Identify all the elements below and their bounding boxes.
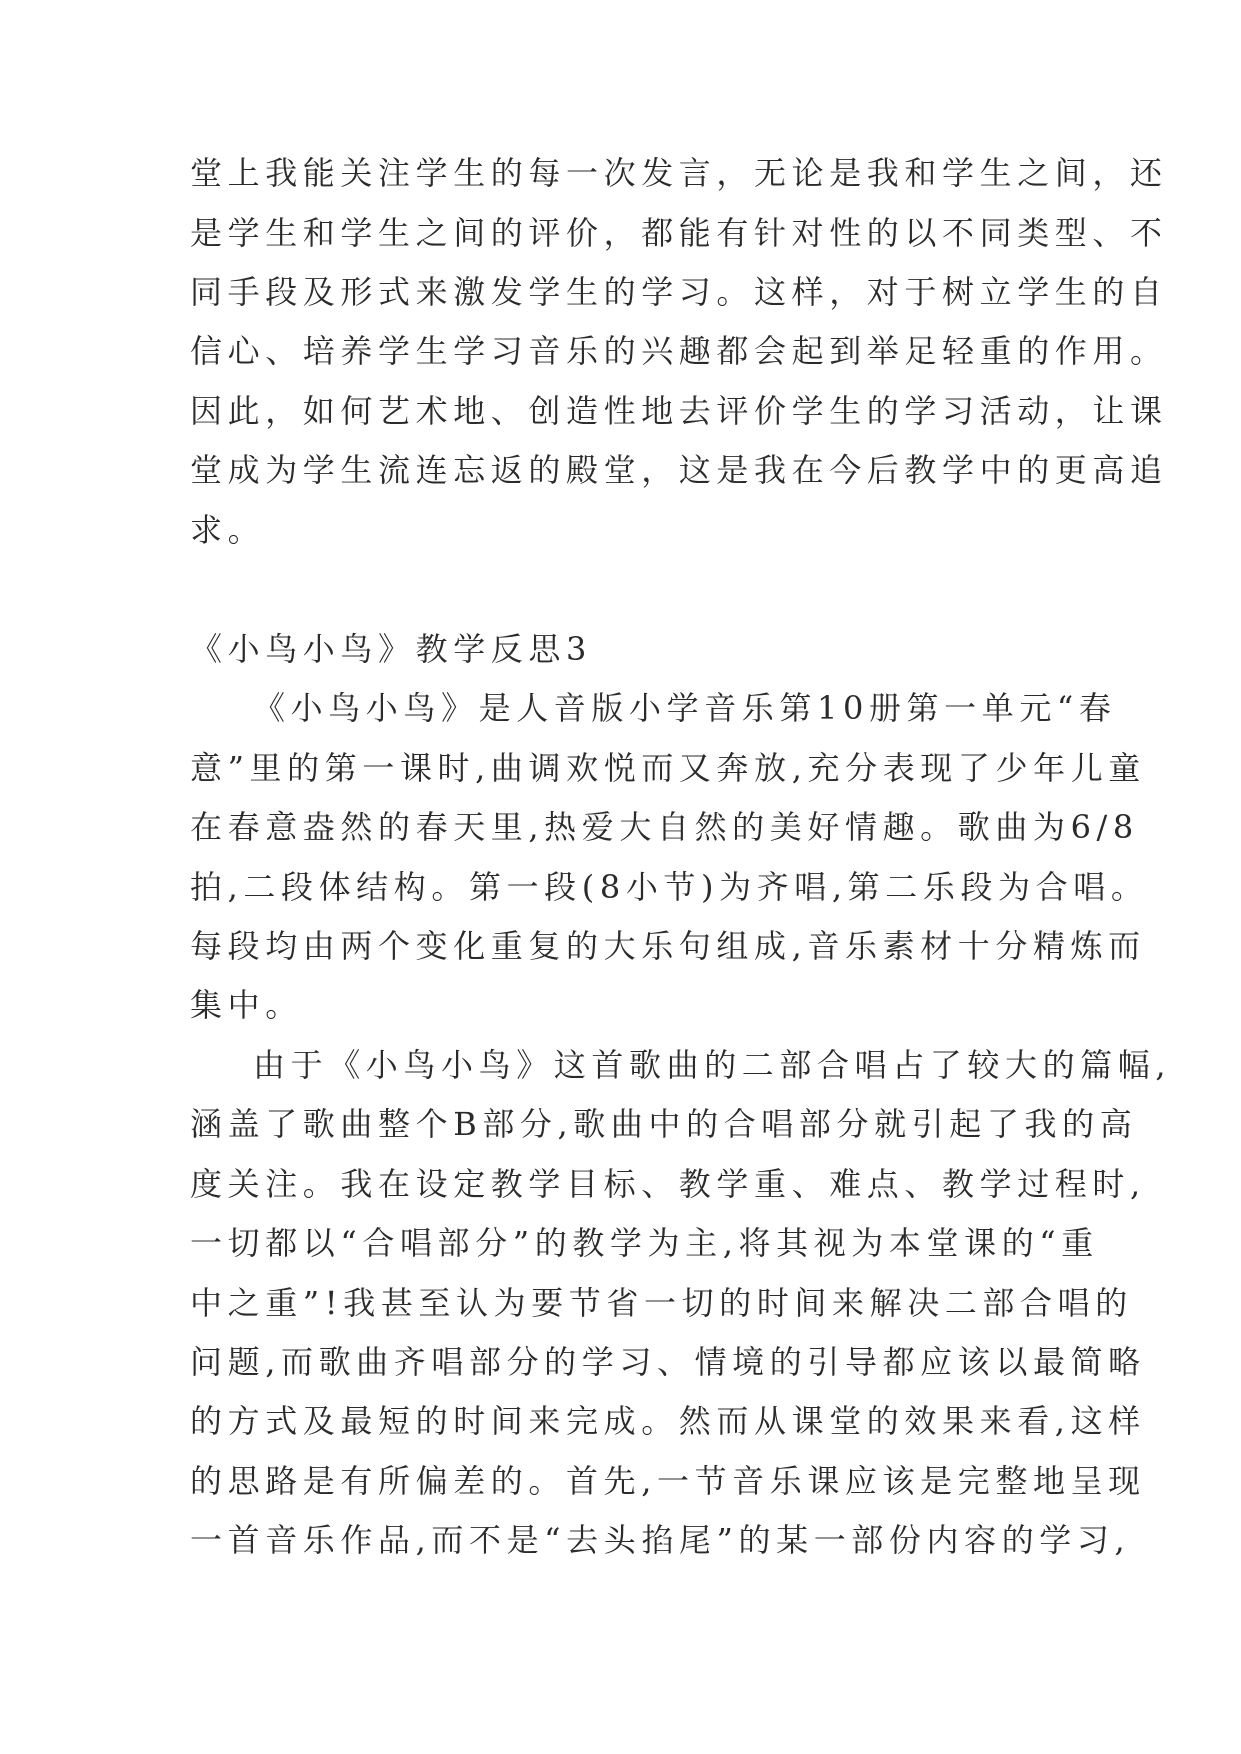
paragraph-line: 由于《小鸟小鸟》这首歌曲的二部合唱占了较大的篇幅, — [253, 1046, 1172, 1084]
paragraph-line: 每段均由两个变化重复的大乐句组成,音乐素材十分精炼而 — [190, 927, 1146, 965]
paragraph-line: 拍,二段体结构。第一段(8小节)为齐唱,第二乐段为合唱。 — [190, 868, 1149, 906]
paragraph-line: 中之重”!我甚至认为要节省一切的时间来解决二部合唱的 — [190, 1284, 1133, 1322]
paragraph-line: 信心、培养学生学习音乐的兴趣都会起到举足轻重的作用。 — [190, 332, 1168, 370]
paragraph-line: 一切都以“合唱部分”的教学为主,将其视为本堂课的“重 — [190, 1224, 1099, 1262]
paragraph-line: 求。 — [190, 511, 266, 549]
paragraph-line: 在春意盎然的春天里,热爱大自然的美好情趣。歌曲为6/8 — [190, 808, 1139, 846]
paragraph-line: 一首音乐作品,而不是“去头掐尾”的某一部份内容的学习, — [190, 1521, 1131, 1559]
paragraph-line: 堂上我能关注学生的每一次发言，无论是我和学生之间，还 — [190, 154, 1168, 192]
paragraph-line: 涵盖了歌曲整个B部分,歌曲中的合唱部分就引起了我的高 — [190, 1105, 1138, 1143]
paragraph-line: 集中。 — [190, 986, 303, 1024]
paragraph-line: 是学生和学生之间的评价，都能有针对性的以不同类型、不 — [190, 214, 1168, 252]
paragraph-line: 因此，如何艺术地、创造性地去评价学生的学习活动，让课 — [190, 392, 1168, 430]
paragraph-line: 意”里的第一课时,曲调欢悦而又奔放,充分表现了少年儿童 — [190, 749, 1146, 787]
paragraph-line: 度关注。我在设定教学目标、教学重、难点、教学过程时, — [190, 1165, 1146, 1203]
paragraph-line: 问题,而歌曲齐唱部分的学习、情境的引导都应该以最简略 — [190, 1343, 1146, 1381]
paragraph-line: 的方式及最短的时间来完成。然而从课堂的效果来看,这样 — [190, 1402, 1146, 1440]
paragraph-line: 同手段及形式来激发学生的学习。这样，对于树立学生的自 — [190, 273, 1168, 311]
paragraph-line: 《小鸟小鸟》是人音版小学音乐第10册第一单元“春 — [253, 689, 1117, 727]
section-title: 《小鸟小鸟》教学反思3 — [190, 630, 592, 668]
paragraph-line: 的思路是有所偏差的。首先,一节音乐课应该是完整地呈现 — [190, 1462, 1146, 1500]
paragraph-line: 堂成为学生流连忘返的殿堂，这是我在今后教学中的更高追 — [190, 451, 1168, 489]
